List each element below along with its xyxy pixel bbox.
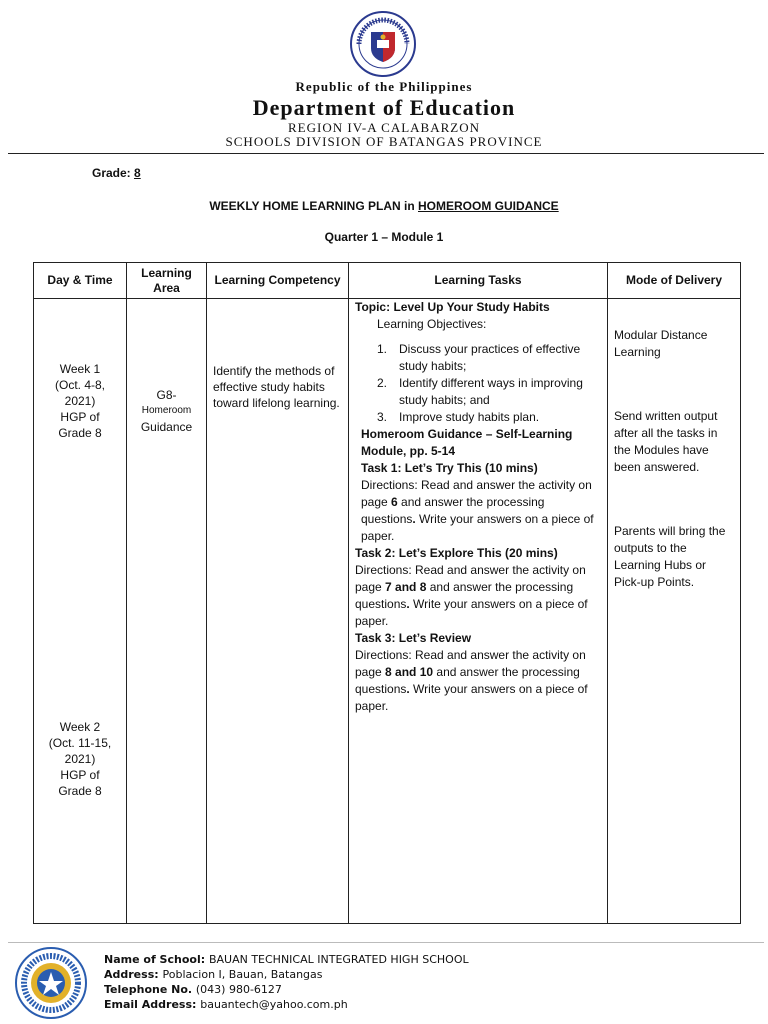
- quarter-module: Quarter 1 – Module 1: [324, 230, 444, 244]
- task-2-directions: [355, 562, 601, 630]
- plan-title-subject: HOMEROOM GUIDANCE: [418, 199, 559, 213]
- footer-email-value: bauantech@yahoo.com.ph: [200, 998, 348, 1011]
- task-1-period: .: [412, 512, 416, 526]
- mode-of-delivery-cell: [608, 299, 741, 924]
- footer-school: [104, 952, 469, 967]
- task-1-dir-b: and answer the processing questions: [361, 495, 545, 526]
- objective-number: 1.: [377, 342, 388, 356]
- task-2-page: 7 and 8: [385, 580, 427, 594]
- objective-text: Improve study habits plan.: [399, 410, 540, 424]
- objective-number: 2.: [377, 376, 388, 390]
- header-learning-competency: Learning Competency: [207, 263, 349, 299]
- list-item: [377, 341, 601, 375]
- task-1-directions: [355, 477, 601, 545]
- topic-title: Topic: Level Up Your Study Habits: [355, 300, 550, 314]
- header-learning-area: Learning Area: [127, 263, 207, 299]
- table-row: [34, 299, 741, 924]
- department-heading: Department of Education: [252, 95, 516, 120]
- header-divider: [8, 153, 764, 154]
- task-1-title: : Let’s Try This (10 mins): [397, 461, 538, 475]
- footer-email: [104, 997, 469, 1012]
- division-heading: SCHOOLS DIVISION OF BATANGAS PROVINCE: [225, 134, 543, 149]
- header-learning-tasks: Learning Tasks: [349, 263, 608, 299]
- mode-modular: Modular Distance Learning: [614, 328, 708, 359]
- task-3-heading: Task 3: Let’s Review: [355, 631, 472, 645]
- school-logo: [14, 946, 88, 1020]
- footer-address-value: Poblacion I, Bauan, Batangas: [162, 968, 323, 981]
- week-1-line: Grade 8: [58, 426, 102, 440]
- week-1: [34, 361, 126, 441]
- footer-address-label: Address:: [104, 968, 163, 981]
- task-3-dir-a: Directions: Read and answer the activity on page: [355, 648, 586, 679]
- task-2-heading: [355, 545, 601, 562]
- footer-school-value: BAUAN TECHNICAL INTEGRATED HIGH SCHOOL: [208, 953, 469, 966]
- objective-number: 3.: [377, 410, 388, 424]
- plan-title: [0, 199, 768, 213]
- deped-seal-logo: [344, 10, 422, 78]
- task-1-dir-a: Directions: Read and answer the activity on page: [361, 478, 592, 509]
- learning-plan-table: [33, 262, 741, 924]
- week-1-line: Week 1: [59, 362, 101, 376]
- list-item: [377, 409, 601, 426]
- task-2-period: .: [406, 597, 410, 611]
- area-line: G8-: [156, 388, 177, 402]
- task-1-heading: [355, 460, 601, 477]
- task-3-page: 8 and 10: [385, 665, 434, 679]
- objective-text: Discuss your practices of effective study habits;: [399, 342, 581, 373]
- day-time-cell: [34, 299, 127, 924]
- area-line: Homeroom: [141, 405, 192, 416]
- plan-title-prefix: WEEKLY HOME LEARNING PLAN in: [209, 199, 418, 213]
- week-2-line: (Oct. 11-15,: [48, 736, 112, 750]
- task-1-dir-c: Write your answers on a piece of paper.: [361, 512, 594, 543]
- header-mode-of-delivery: Mode of Delivery: [608, 263, 741, 299]
- week-2-line: Grade 8: [58, 784, 102, 798]
- week-1-line: HGP of: [60, 410, 100, 424]
- school-footer: [104, 952, 469, 1012]
- task-2-dir-c: Write your answers on a piece of paper.: [355, 597, 588, 628]
- footer-divider: [8, 942, 764, 943]
- footer-address: [104, 967, 469, 982]
- task-3-period: .: [406, 682, 410, 696]
- header-day-time: Day & Time: [34, 263, 127, 299]
- grade-value: 8: [134, 166, 141, 180]
- list-item: [377, 375, 601, 409]
- task-3-directions: [355, 647, 601, 715]
- task-3-dir-c: Write your answers on a piece of paper.: [355, 682, 588, 713]
- learning-competency-cell: Identify the methods of effective study habits toward lifelong learning.: [207, 299, 349, 924]
- task-1-prefix: Task 1: [361, 461, 398, 475]
- mode-send-output: Send written output after all the tasks in the Modules have been answered.: [614, 409, 718, 474]
- learning-tasks-cell: [349, 299, 608, 924]
- task-2-title: : Let’s Explore This (20 mins): [391, 546, 558, 560]
- week-2-line: HGP of: [60, 768, 100, 782]
- objectives-label: Learning Objectives:: [377, 317, 487, 331]
- task-1-page: 6: [391, 495, 398, 509]
- week-2-line: 2021): [64, 752, 96, 766]
- week-2: [34, 719, 126, 799]
- mode-parents-bring: Parents will bring the outputs to the Learning Hubs or Pick-up Points.: [614, 524, 726, 589]
- week-1-line: (Oct. 4-8,: [54, 378, 105, 392]
- task-2-prefix: Task 2: [355, 546, 392, 560]
- footer-phone: [104, 982, 469, 997]
- objectives-list: [355, 341, 601, 426]
- table-header-row: [34, 263, 741, 299]
- footer-email-label: Email Address:: [104, 998, 201, 1011]
- objective-text: Identify different ways in improving study habits; and: [399, 376, 583, 407]
- area-line: Guidance: [140, 420, 193, 434]
- footer-phone-value: (043) 980-6127: [195, 983, 282, 996]
- week-2-line: Week 2: [59, 720, 101, 734]
- footer-school-label: Name of School:: [104, 953, 209, 966]
- week-1-line: 2021): [64, 394, 96, 408]
- grade-label: Grade:: [92, 166, 135, 180]
- footer-phone-label: Telephone No.: [104, 983, 196, 996]
- region-heading: REGION IV-A CALABARZON: [288, 120, 480, 135]
- republic-heading: Republic of the Philippines: [295, 79, 473, 94]
- task-2-dir-b: and answer the processing questions: [355, 580, 574, 611]
- task-2-dir-a: Directions: Read and answer the activity on page: [355, 563, 586, 594]
- task-3-dir-b: and answer the processing questions: [355, 665, 580, 696]
- learning-area-cell: [127, 299, 207, 924]
- module-reference: Homeroom Guidance – Self-Learning Module, pp. 5-14: [361, 427, 573, 458]
- grade-line: [92, 166, 141, 180]
